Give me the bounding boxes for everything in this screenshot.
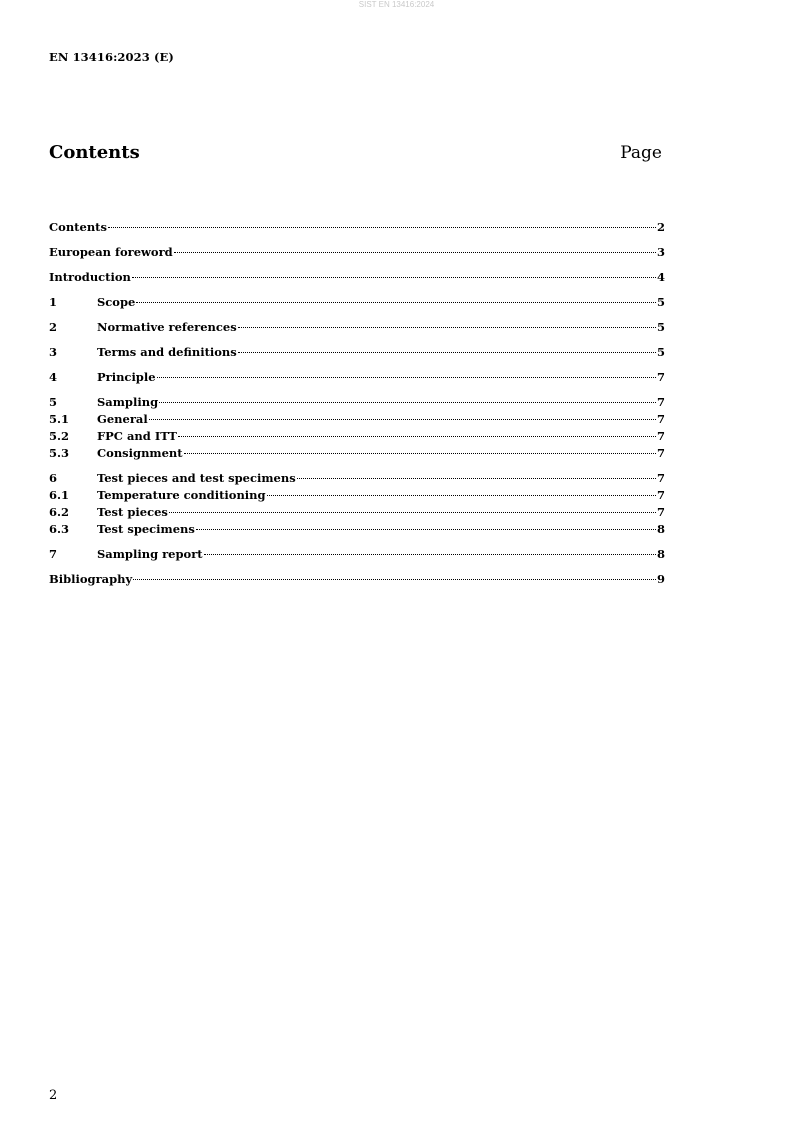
contents-heading: Contents [49, 142, 140, 163]
dot-leader [136, 302, 656, 303]
dot-leader [157, 377, 656, 378]
toc-entry-number: 5.1 [49, 412, 70, 426]
toc-entry-number: 7 [49, 547, 58, 561]
toc-entry-title: Test specimens [97, 522, 195, 536]
dot-leader [196, 529, 656, 530]
dot-leader [149, 419, 656, 420]
toc-entry-number: 4 [49, 370, 58, 384]
dot-leader [169, 512, 656, 513]
toc-entry-page: 5 [657, 345, 666, 359]
toc-entry-title: FPC and ITT [97, 429, 177, 443]
dot-leader [178, 436, 656, 437]
toc-entry[interactable] [49, 504, 665, 521]
toc-entry-title: European foreword [49, 245, 173, 259]
toc-entry-page: 7 [657, 395, 666, 409]
page-column-heading: Page [620, 143, 662, 163]
toc-entry-title: Test pieces [97, 505, 168, 519]
toc-entry[interactable] [49, 294, 665, 311]
toc-entry[interactable] [49, 487, 665, 504]
toc-entry-number: 6 [49, 471, 58, 485]
toc-entry[interactable] [49, 394, 665, 411]
toc-entry-number: 5.2 [49, 429, 70, 443]
toc-entry-page: 3 [657, 245, 666, 259]
toc-entry-page: 7 [657, 488, 666, 502]
toc-entry-title: Contents [49, 220, 107, 234]
document-id: EN 13416:2023 (E) [49, 50, 174, 64]
dot-leader [238, 327, 656, 328]
toc-entry-page: 5 [657, 320, 666, 334]
toc-entry-title: Temperature conditioning [97, 488, 266, 502]
toc-entry-title: Principle [97, 370, 156, 384]
footer-page-number: 2 [49, 1088, 58, 1103]
toc-entry-page: 7 [657, 505, 666, 519]
dot-leader [174, 252, 656, 253]
toc-entry-number: 6.2 [49, 505, 70, 519]
toc-entry-number: 6.3 [49, 522, 70, 536]
toc-entry[interactable] [49, 428, 665, 445]
dot-leader [132, 277, 656, 278]
dot-leader [159, 402, 656, 403]
dot-leader [238, 352, 656, 353]
toc-entry-page: 4 [657, 270, 666, 284]
toc-entry-title: Test pieces and test specimens [97, 471, 296, 485]
toc-entry-number: 6.1 [49, 488, 70, 502]
dot-leader [297, 478, 656, 479]
toc-entry[interactable] [49, 319, 665, 336]
dot-leader [108, 227, 656, 228]
toc-entry[interactable] [49, 369, 665, 386]
toc-entry-page: 7 [657, 471, 666, 485]
toc-entry-title: Consignment [97, 446, 183, 460]
dot-leader [204, 554, 656, 555]
toc-entry-number: 1 [49, 295, 58, 309]
toc-entry-title: General [97, 412, 148, 426]
toc-entry-page: 8 [657, 522, 666, 536]
toc-entry-number: 3 [49, 345, 58, 359]
toc-entry-number: 5.3 [49, 446, 70, 460]
toc-entry-number: 5 [49, 395, 58, 409]
toc-entry-page: 7 [657, 412, 666, 426]
toc-entry-title: Bibliography [49, 572, 133, 586]
toc-entry-page: 7 [657, 429, 666, 443]
toc-entry[interactable] [49, 470, 665, 487]
dot-leader [184, 453, 656, 454]
toc-entry-page: 2 [657, 220, 666, 234]
toc-entry-page: 5 [657, 295, 666, 309]
toc-entry-page: 7 [657, 370, 666, 384]
toc-entry[interactable] [49, 411, 665, 428]
watermark: SIST EN 13416:2024 [358, 0, 435, 9]
toc-entry[interactable] [49, 571, 665, 588]
toc-entry[interactable] [49, 219, 665, 236]
dot-leader [133, 579, 656, 580]
toc-entry-title: Introduction [49, 270, 131, 284]
toc-entry[interactable] [49, 244, 665, 261]
toc-entry-title: Sampling report [97, 547, 203, 561]
toc-entry-page: 7 [657, 446, 666, 460]
toc-entry[interactable] [49, 445, 665, 462]
table-of-contents [49, 219, 665, 588]
toc-entry[interactable] [49, 521, 665, 538]
toc-entry-title: Normative references [97, 320, 237, 334]
dot-leader [267, 495, 656, 496]
toc-entry[interactable] [49, 546, 665, 563]
toc-entry-page: 9 [657, 572, 666, 586]
toc-entry-title: Scope [97, 295, 136, 309]
toc-entry-title: Sampling [97, 395, 159, 409]
toc-entry[interactable] [49, 344, 665, 361]
toc-entry-page: 8 [657, 547, 666, 561]
toc-entry-number: 2 [49, 320, 58, 334]
toc-entry[interactable] [49, 269, 665, 286]
toc-entry-title: Terms and definitions [97, 345, 237, 359]
